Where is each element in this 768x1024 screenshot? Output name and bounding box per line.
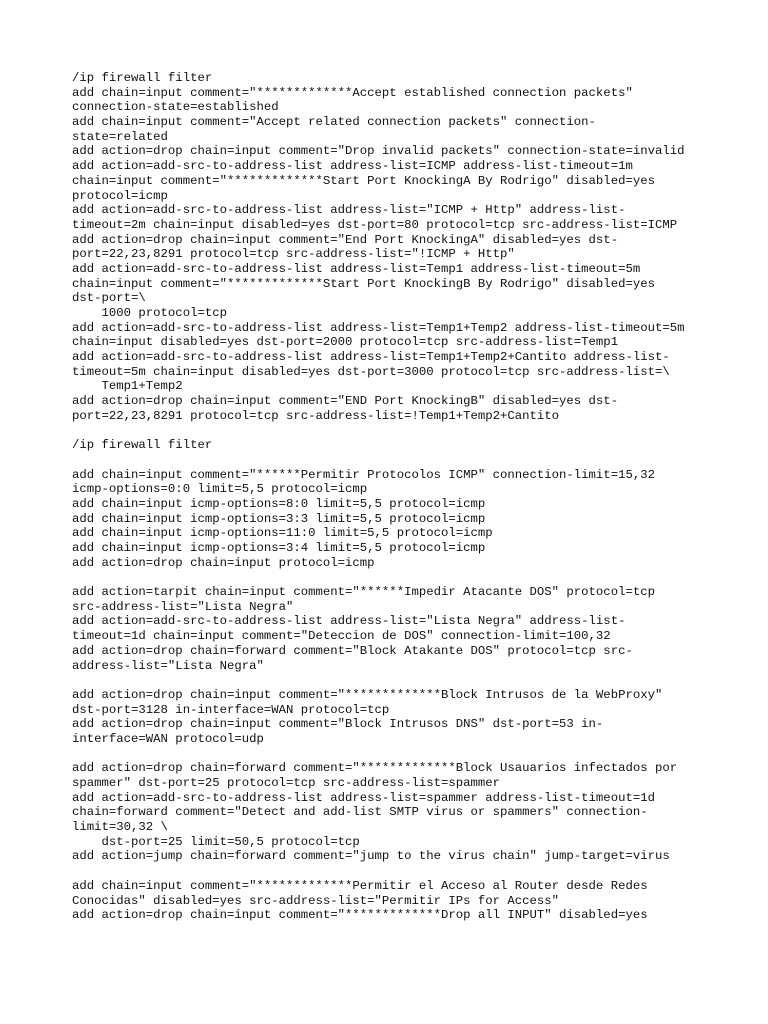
code-line: dst-port=25 limit=50,5 protocol=tcp [72, 834, 360, 849]
code-line: add chain=input comment="******Permitir Protocolos ICMP" connection-limit=15,32 [72, 467, 655, 482]
blank-line [72, 747, 752, 762]
code-line: connection-state=established [72, 100, 279, 115]
code-line: add chain=input comment="Accept related connection packets" connection- [72, 115, 596, 130]
code-line: add chain=input icmp-options=3:3 limit=5,5 protocol=icmp [72, 511, 486, 526]
code-line: add action=add-src-to-address-list address-list="ICMP + Http" address-list- [72, 203, 626, 218]
code-line: chain=forward comment="Detect and add-list SMTP virus or spammers" connection- [72, 805, 648, 820]
code-line: state=related [72, 129, 168, 144]
code-line: dst-port=\ [72, 291, 146, 306]
code-line: add action=drop chain=input comment="Block Intrusos DNS" dst-port=53 in- [72, 717, 604, 732]
code-line: add action=add-src-to-address-list address-list=Temp1 address-list-timeout=5m [72, 261, 641, 276]
code-line: chain=input disabled=yes dst-port=2000 protocol=tcp src-address-list=Temp1 [72, 335, 619, 350]
code-line: add action=add-src-to-address-list address-list=ICMP address-list-timeout=1m [72, 159, 633, 174]
code-line: timeout=1d chain=input comment="Deteccion de DOS" connection-limit=100,32 [72, 629, 611, 644]
blank-line [72, 570, 752, 585]
code-line: interface=WAN protocol=udp [72, 731, 264, 746]
code-line: add chain=input icmp-options=8:0 limit=5,5 protocol=icmp [72, 496, 486, 511]
code-line: 1000 protocol=tcp [72, 306, 227, 320]
document-page [72, 71, 752, 923]
code-line: add chain=input comment="*************Permitir el Acceso al Router desde Redes [72, 878, 648, 893]
code-line: add action=tarpit chain=input comment="******Impedir Atacante DOS" protocol=tcp [72, 585, 655, 600]
code-line: /ip firewall filter [72, 438, 213, 453]
code-line: add action=drop chain=input comment="Drop invalid packets" connection-state=invalid [72, 144, 685, 159]
code-line: add chain=input icmp-options=3:4 limit=5,5 protocol=icmp [72, 541, 486, 555]
code-line: /ip firewall filter [72, 71, 213, 85]
code-line: address-list="Lista Negra" [72, 658, 264, 673]
code-line: add action=drop chain=input comment="*************Block Intrusos de la WebProxy" [72, 687, 663, 702]
code-line: add action=add-src-to-address-list address-list=Temp1+Temp2+Cantito address-list- [72, 350, 670, 365]
code-line: timeout=5m chain=input disabled=yes dst-port=3000 protocol=tcp src-address-list=\ [72, 364, 670, 379]
code-line: spammer" dst-port=25 protocol=tcp src-address-list=spammer [72, 776, 501, 790]
blank-line [72, 864, 752, 879]
code-line: Conocidas" disabled=yes src-address-list="Permitir IPs for Access" [72, 893, 560, 908]
code-line: limit=30,32 \ [72, 820, 168, 835]
blank-line [72, 453, 752, 468]
code-line: chain=input comment="*************Start Port KnockingA By Rodrigo" disabled=yes [72, 173, 655, 188]
code-line: add action=drop chain=input protocol=icmp [72, 555, 375, 570]
code-line: timeout=2m chain=input disabled=yes dst-port=80 protocol=tcp src-address-list=ICMP [72, 217, 678, 232]
code-line: add action=add-src-to-address-list address-list="Lista Negra" address-list- [72, 614, 626, 629]
code-line: add action=drop chain=input comment="End Port KnockingA" disabled=yes dst- [72, 232, 619, 247]
code-line: add action=add-src-to-address-list address-list=Temp1+Temp2 address-list-timeout=5m [72, 320, 685, 335]
code-line: port=22,23,8291 protocol=tcp src-address-list="!ICMP + Http" [72, 247, 515, 262]
code-line: Temp1+Temp2 [72, 379, 183, 394]
code-line: port=22,23,8291 protocol=tcp src-address-list=!Temp1+Temp2+Cantito [72, 408, 560, 423]
code-line: dst-port=3128 in-interface=WAN protocol=tcp [72, 702, 390, 717]
code-line: add chain=input icmp-options=11:0 limit=5,5 protocol=icmp [72, 526, 493, 541]
code-line: src-address-list="Lista Negra" [72, 599, 294, 614]
code-line: add action=drop chain=input comment="*************Drop all INPUT" disabled=yes [72, 908, 648, 923]
code-line: add chain=input comment="*************Accept established connection packets" [72, 85, 633, 100]
code-line: protocol=icmp [72, 188, 168, 203]
code-line: add action=drop chain=input comment="END Port KnockingB" disabled=yes dst- [72, 394, 619, 409]
code-line: chain=input comment="*************Start Port KnockingB By Rodrigo" disabled=yes [72, 276, 655, 291]
code-line: add action=drop chain=forward comment="Block Atakante DOS" protocol=tcp src- [72, 643, 633, 658]
blank-line [72, 673, 752, 688]
code-line: add action=add-src-to-address-list address-list=spammer address-list-timeout=1d [72, 790, 655, 805]
blank-line [72, 424, 752, 439]
code-line: add action=drop chain=forward comment="*************Block Usauarios infectados por [72, 761, 678, 776]
code-line: add action=jump chain=forward comment="jump to the virus chain" jump-target=virus [72, 849, 670, 864]
code-line: icmp-options=0:0 limit=5,5 protocol=icmp [72, 482, 368, 497]
